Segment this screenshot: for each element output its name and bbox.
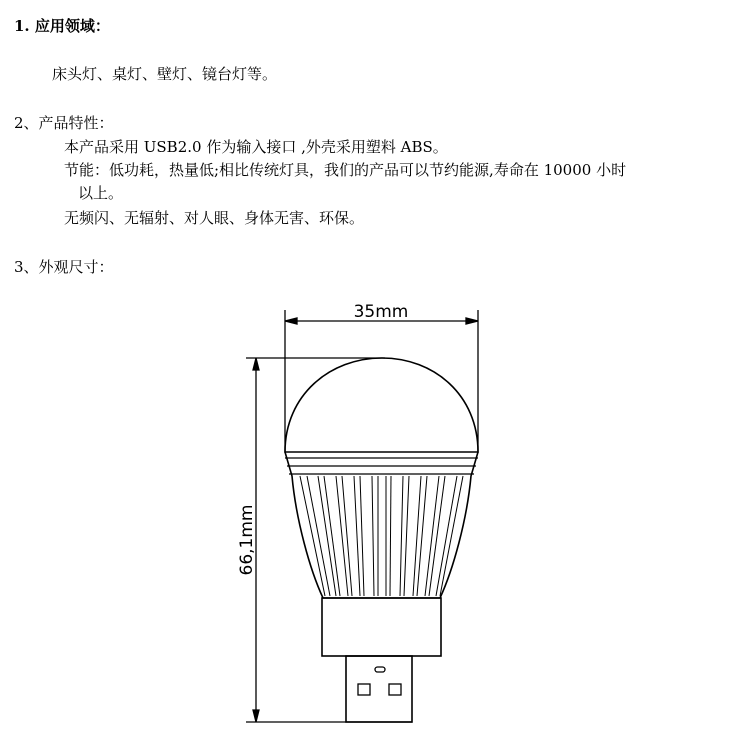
- bulb-ribs: [300, 476, 463, 596]
- section1-heading: 1. 应用领域：: [14, 17, 110, 35]
- width-arrow-left: [285, 318, 297, 324]
- width-arrow-right: [466, 318, 478, 324]
- usb-plug-hole-right: [389, 684, 401, 695]
- section2-line2: 节能：低功耗，热量低;相比传统灯具，我们的产品可以节约能源,寿命在 10000 小时: [64, 161, 627, 179]
- section2-line4: 无频闪、无辐射、对人眼、身体无害、环保。: [64, 209, 365, 227]
- section2-line1: 本产品采用 USB2.0 作为输入接口 ,外壳采用塑料 ABS。: [64, 138, 448, 156]
- section1-body: 床头灯、桌灯、壁灯、镜台灯等。: [52, 65, 278, 83]
- width-dimension-label: 35mm: [353, 302, 409, 322]
- section2-heading: 2、产品特性：: [14, 114, 114, 132]
- usb-plug: [346, 656, 412, 722]
- bulb-neck: [322, 598, 441, 656]
- usb-plug-hole-left: [358, 684, 370, 695]
- usb-plug-slot: [375, 667, 385, 672]
- section3-heading: 3、外观尺寸：: [14, 258, 114, 276]
- height-arrow-bottom: [253, 710, 259, 722]
- height-dimension-label: 66,1mm: [237, 504, 257, 576]
- height-arrow-top: [253, 358, 259, 370]
- bulb-dome: [285, 358, 478, 452]
- section2-line3: 以上。: [78, 184, 124, 202]
